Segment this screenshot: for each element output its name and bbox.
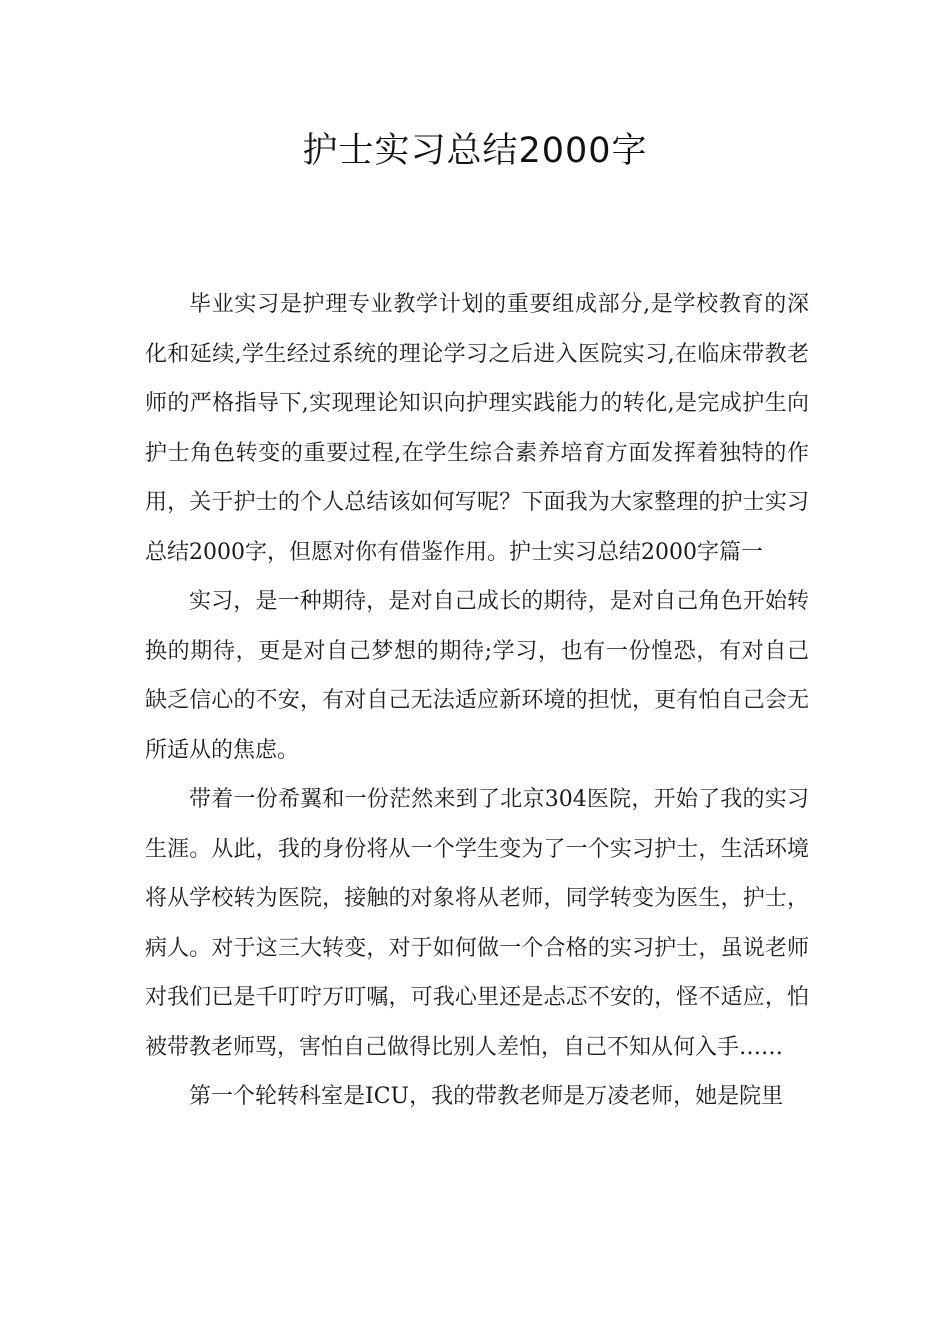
document-body — [145, 280, 809, 1122]
paragraph-4: 第一个轮转科室是ICU，我的带教老师是万凌老师，她是院里 — [189, 1084, 784, 1109]
document-title: 护士实习总结2000字 — [302, 131, 648, 171]
paragraph-1: 毕业实习是护理专业教学计划的重要组成部分,是学校教育的深化和延续,学生经过系统的理论学习之后进入医院实习,在临床带教老师的严格指导下,实现理论知识向护理实践能力的转化,是完成护生向护士角色转变的重要过程,在学生综合素养培育方面发挥着独特的作用，关于护士的个人总结该如何写呢？下面我为大家整理的护士实习总结2000字，但愿对你有借鉴作用。护士实习总结2000字篇一 — [145, 292, 809, 565]
paragraph-3: 带着一份希翼和一份茫然来到了北京304医院，开始了我的实习生涯。从此，我的身份将从一个学生变为了一个实习护士，生活环境将从学校转为医院，接触的对象将从老师，同学转变为医生，护士，病人。对于这三大转变，对于如何做一个合格的实习护士，虽说老师对我们已是千叮咛万叮嘱，可我心里还是忐忑不安的，怪不适应，怕被带教老师骂，害怕自己做得比别人差怕，自己不知从何入手…… — [145, 787, 809, 1060]
paragraph-2: 实习，是一种期待，是对自己成长的期待，是对自己角色开始转换的期待，更是对自己梦想的期待;学习，也有一份惶恐，有对自己缺乏信心的不安，有对自己无法适应新环境的担忧，更有怕自己会无所适从的焦虑。 — [145, 589, 809, 763]
